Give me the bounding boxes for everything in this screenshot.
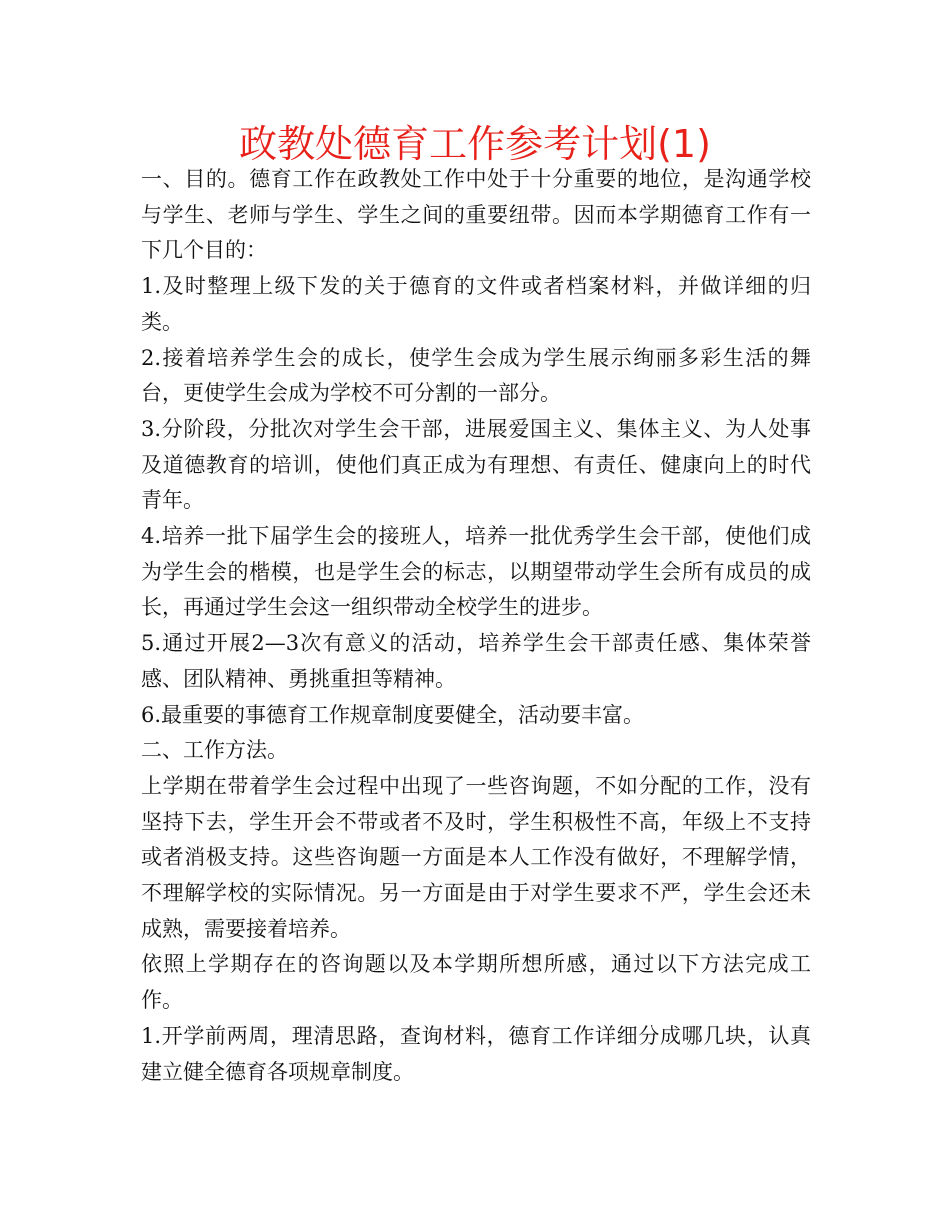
paragraph-item-6: 6.最重要的事德育工作规章制度要健全，活动要丰富。: [141, 702, 645, 727]
paragraph-approach: 依照上学期存在的咨询题以及本学期所想所感，通过以下方法完成工作。: [141, 952, 811, 1013]
paragraph-item-5: 5.通过开展2—3次有意义的活动，培养学生会干部责任感、集体荣誉感、团队精神、勇挑重担等精神。: [141, 631, 811, 691]
paragraph-item-3: 3.分阶段，分批次对学生会干部，进展爱国主义、集体主义、为人处事及道德教育的培训，使他们真正成为有理想、有责任、健康向上的时代青年。: [141, 416, 811, 513]
paragraph-item-2: 2.接着培养学生会的成长，使学生会成为学生展示绚丽多彩生活的舞台，更使学生会成为学校不可分割的一部分。: [141, 345, 811, 406]
paragraph-method-1: 1.开学前两周，理清思路，查询材料，德育工作详细分成哪几块，认真建立健全德育各项规章制度。: [141, 1023, 811, 1084]
paragraph-item-1: 1.及时整理上级下发的关于德育的文件或者档案材料，并做详细的归类。: [141, 274, 811, 334]
section-heading-methods: 二、工作方法。: [141, 738, 288, 763]
paragraph-purpose: 一、目的。德育工作在政教处工作中处于十分重要的地位，是沟通学校与学生、老师与学生、学生之间的重要纽带。因而本学期德育工作有一下几个目的：: [141, 167, 811, 263]
paragraph-item-4: 4.培养一批下届学生会的接班人，培养一批优秀学生会干部，使他们成为学生会的楷模，也是学生会的标志，以期望带动学生会所有成员的成长，再通过学生会这一组织带动全校学生的进步。: [141, 524, 811, 620]
document-body: [141, 162, 811, 1090]
paragraph-review: 上学期在带着学生会过程中出现了一些咨询题，不如分配的工作，没有坚持下去，学生开会不带或者不及时，学生积极性不高，年级上不支持或者消极支持。这些咨询题一方面是本人工作没有做好，不理解学情，不理解学校的实际情况。另一方面是由于对学生要求不严，学生会还未成熟，需要接着培养。: [141, 773, 811, 941]
document-title: 政教处德育工作参考计划(1): [239, 122, 711, 166]
